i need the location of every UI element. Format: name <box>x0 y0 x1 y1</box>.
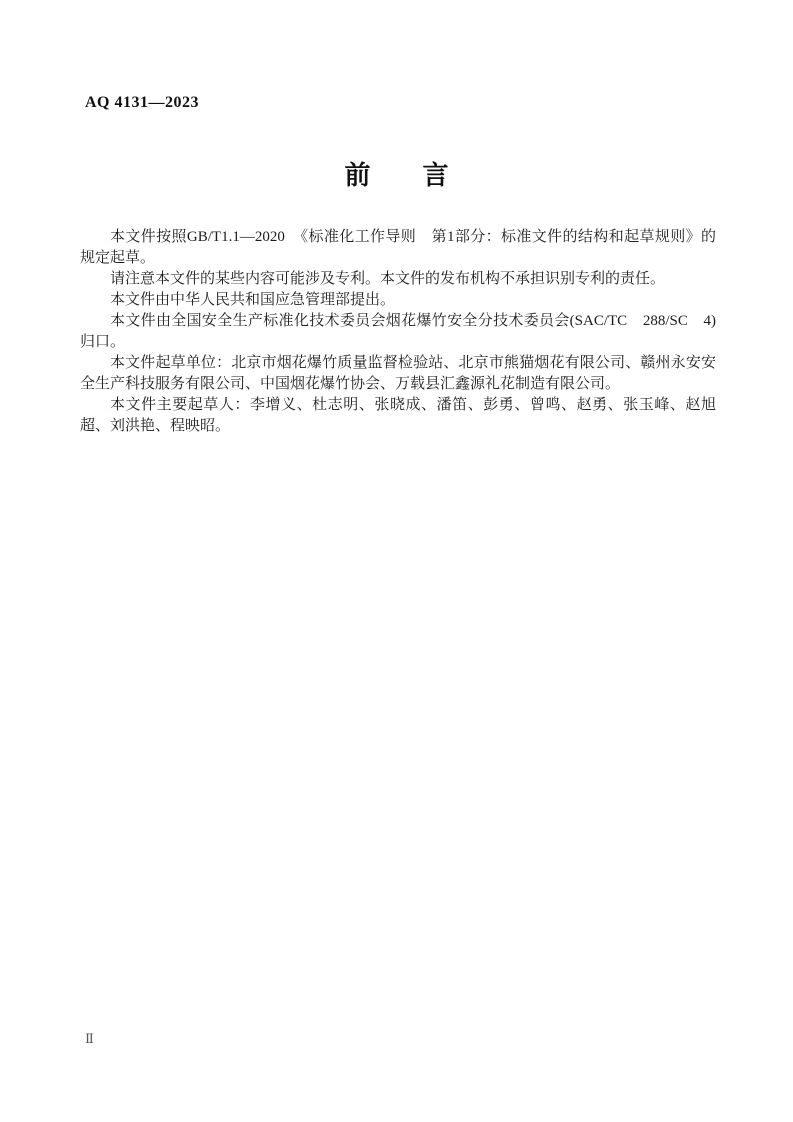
page-number: Ⅱ <box>85 1031 94 1046</box>
paragraph-drafting-organizations: 本文件起草单位：北京市烟花爆竹质量监督检验站、北京市熊猫烟花有限公司、赣州永安安全生产科技服务有限公司、中国烟花爆竹协会、万载县汇鑫源礼花制造有限公司。 <box>80 355 716 392</box>
paragraph-proposed-by: 本文件由中华人民共和国应急管理部提出。 <box>110 292 396 308</box>
foreword-body <box>80 227 716 437</box>
paragraph-main-drafters: 本文件主要起草人：李增义、杜志明、张晓成、潘笛、彭勇、曾鸣、赵勇、张玉峰、赵旭超、刘洪艳、程映昭。 <box>80 397 716 434</box>
paragraph-under-jurisdiction: 本文件由全国安全生产标准化技术委员会烟花爆竹安全分技术委员会(SAC/TC 288/SC 4)归口。 <box>80 313 716 350</box>
page-title: 前 言 <box>344 161 449 191</box>
paragraph-drafting-rules: 本文件按照GB/T1.1—2020 《标准化工作导则 第1部分：标准文件的结构和起草规则》的规定起草。 <box>80 229 716 266</box>
paragraph-patent-notice: 请注意本文件的某些内容可能涉及专利。本文件的发布机构不承担识别专利的责任。 <box>110 271 666 287</box>
standard-code-header: AQ 4131—2023 <box>85 94 199 111</box>
